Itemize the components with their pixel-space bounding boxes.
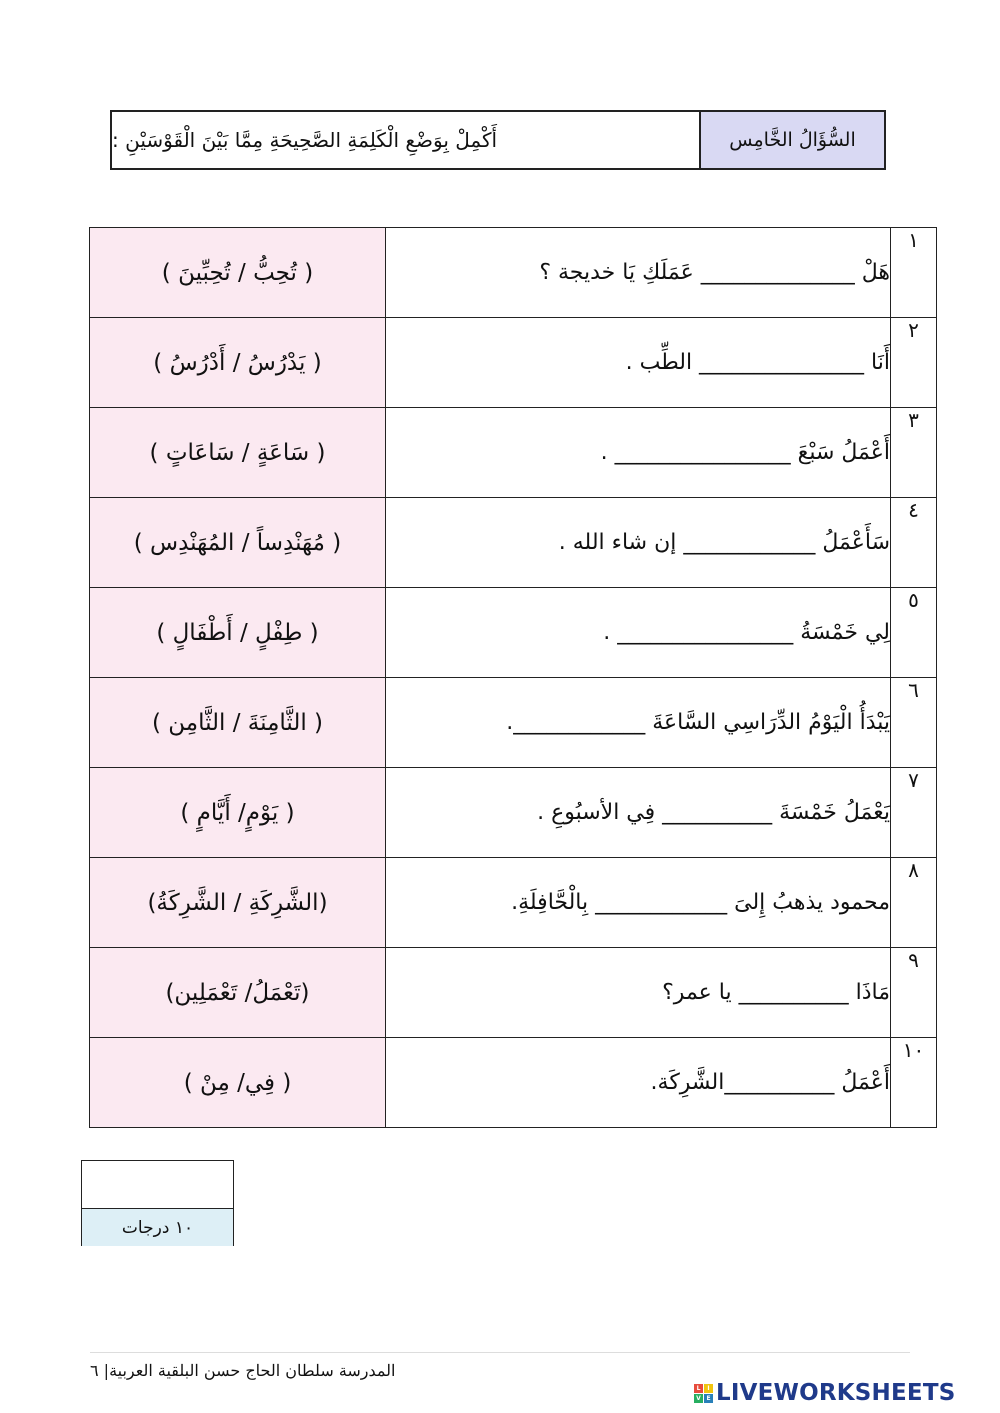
question-row [90, 318, 937, 408]
answer-options: ( يَدْرُسُ / أَدْرُسُ ) [90, 318, 386, 408]
liveworksheets-logo [694, 1376, 955, 1410]
footer-school-name: المدرسة سلطان الحاج حسن البلقية العربية| ٦ [90, 1361, 396, 1380]
question-row [90, 678, 937, 768]
answer-options: (الشَّرِكَةِ / الشَّرِكَةُ) [90, 858, 386, 948]
question-sentence[interactable]: مَاذَا __________ يا عمر؟ [386, 948, 891, 1038]
question-number: ٤ [891, 498, 937, 588]
question-sentence[interactable]: يَبْدَأُ الْيَوْمُ الدِّرَاسِي السَّاعَةَ ____________. [386, 678, 891, 768]
question-sentence[interactable]: لِي خَمْسَةُ ________________ . [386, 588, 891, 678]
answer-options: ( فِي/ مِنْ ) [90, 1038, 386, 1128]
question-label: السُّؤَالُ الخَّامِس [699, 112, 884, 168]
question-row [90, 408, 937, 498]
question-number: ٦ [891, 678, 937, 768]
logo-mark-v: V [694, 1394, 703, 1403]
question-number: ١٠ [891, 1038, 937, 1128]
question-number: ٢ [891, 318, 937, 408]
question-number: ٧ [891, 768, 937, 858]
answer-options: ( الثَّامِنَةَ / الثَّامِن ) [90, 678, 386, 768]
logo-mark-e: E [704, 1394, 713, 1403]
question-row [90, 498, 937, 588]
question-sentence[interactable]: أَنَا _______________ الطِّب . [386, 318, 891, 408]
logo-mark-icon [694, 1384, 713, 1403]
question-row [90, 1038, 937, 1128]
question-sentence[interactable]: سَأَعْمَلُ ____________ إن شاء الله . [386, 498, 891, 588]
answer-options: (تَعْمَلُ/ تَعْمَلِين) [90, 948, 386, 1038]
logo-text: LIVEWORKSHEETS [716, 1380, 956, 1406]
exercise-table [89, 227, 937, 1128]
question-sentence[interactable]: أَعْمَلُ __________الشَّرِكَة. [386, 1038, 891, 1128]
question-row [90, 228, 937, 318]
logo-mark-i: I [704, 1384, 713, 1393]
answer-options: ( مُهَنْدِساً / المُهَنْدِس ) [90, 498, 386, 588]
grade-box [81, 1160, 234, 1246]
question-number: ٩ [891, 948, 937, 1038]
question-row [90, 858, 937, 948]
question-sentence[interactable]: أَعْمَلُ سَبْعَ ________________ . [386, 408, 891, 498]
question-row [90, 588, 937, 678]
question-sentence[interactable]: محمود يذهبُ إِلىَ ____________ بِالْحَّافِلَةِ. [386, 858, 891, 948]
answer-options: ( تُحِبُّ / تُحِبِّينَ ) [90, 228, 386, 318]
question-header [110, 110, 886, 170]
instruction-text: أَكْمِلْ بِوَضْعِ الْكَلِمَةِ الصَّحِيحَةِ مِمَّا بَيْنَ الْقَوْسَيْنِ : [112, 128, 498, 152]
grade-score-field[interactable] [82, 1161, 233, 1209]
answer-options: ( سَاعَةٍ / سَاعَاتٍ ) [90, 408, 386, 498]
grade-total: ١٠ درجات [82, 1209, 233, 1246]
answer-options: ( يَوْمٍ/ أَيَّامٍ ) [90, 768, 386, 858]
question-row [90, 768, 937, 858]
question-sentence[interactable]: يَعْمَلُ خَمْسَةَ __________ فِي الأسبُوعِ . [386, 768, 891, 858]
answer-options: ( طِفْلٍ / أَطْفَالٍ ) [90, 588, 386, 678]
question-row [90, 948, 937, 1038]
question-number: ٥ [891, 588, 937, 678]
footer-divider [90, 1352, 910, 1353]
question-number: ١ [891, 228, 937, 318]
question-number: ٣ [891, 408, 937, 498]
question-number: ٨ [891, 858, 937, 948]
question-sentence[interactable]: هَلْ ______________ عَمَلَكِ يَا خديجة ؟ [386, 228, 891, 318]
logo-mark-l: L [694, 1384, 703, 1393]
